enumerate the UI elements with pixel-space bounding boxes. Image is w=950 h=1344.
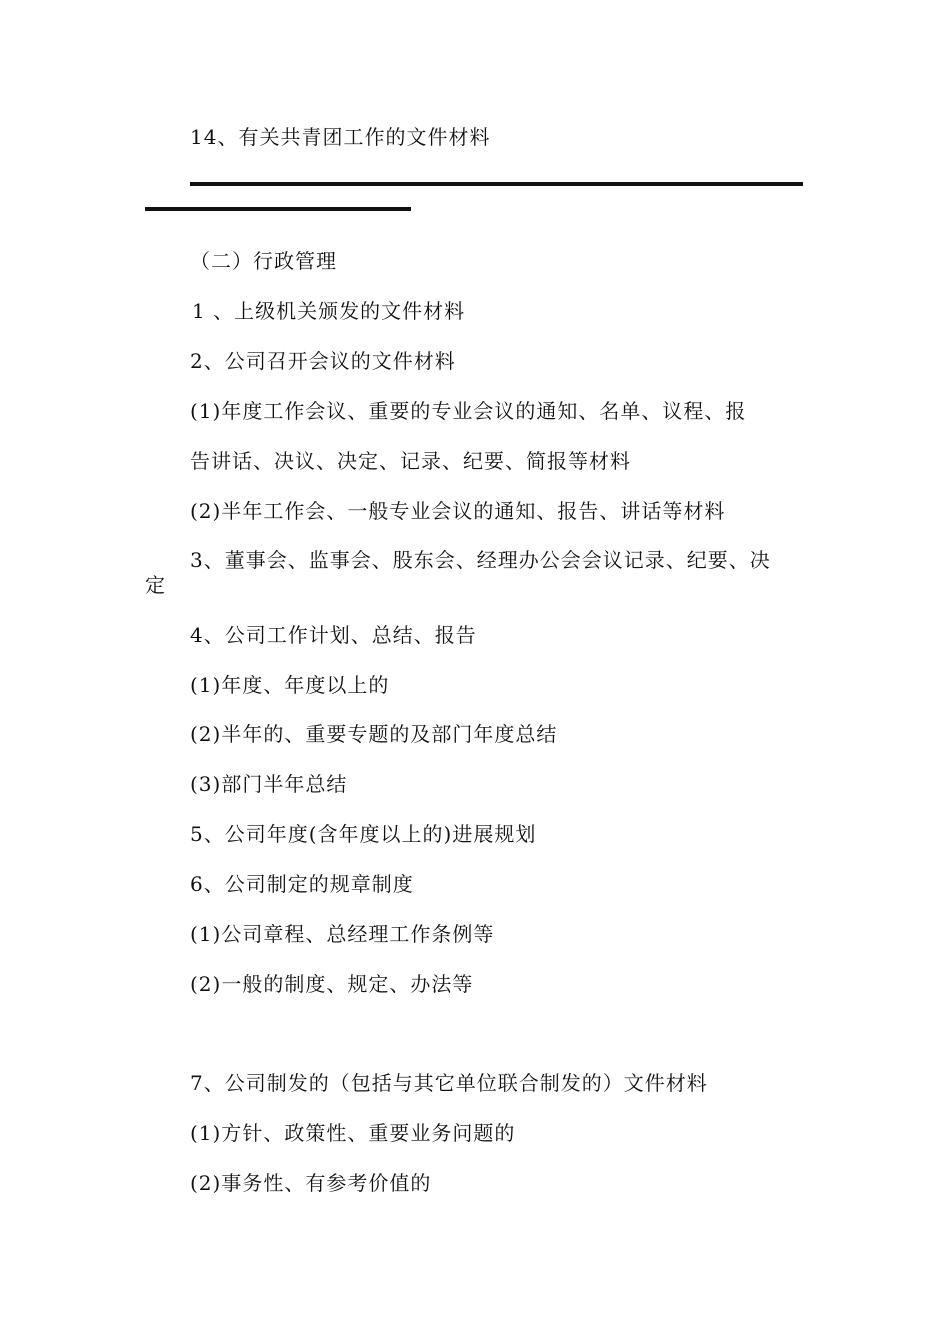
item-3: 3、董事会、监事会、股东会、经理办公会会议记录、纪要、决 [190,548,771,572]
item-5: 5、公司年度(含年度以上的)进展规划 [190,822,537,846]
item-4-sub-3: (3)部门半年总结 [190,772,348,796]
item-14: 14、有关共青团工作的文件材料 [190,125,491,149]
item-7-sub-2: (2)事务性、有参考价值的 [190,1171,432,1195]
item-4-sub-1: (1)年度、年度以上的 [190,673,390,697]
item-7: 7、公司制发的（包括与其它单位联合制发的）文件材料 [190,1071,708,1095]
item-6-sub-1: (1)公司章程、总经理工作条例等 [190,922,495,946]
item-2-sub-1: (1)年度工作会议、重要的专业会议的通知、名单、议程、报 [190,399,747,423]
item-3-continued: 定 [145,573,166,597]
item-2: 2、公司召开会议的文件材料 [190,349,456,373]
item-6: 6、公司制定的规章制度 [190,872,414,896]
item-6-sub-2: (2)一般的制度、规定、办法等 [190,972,474,996]
item-2-sub-2: (2)半年工作会、一般专业会议的通知、报告、讲话等材料 [190,499,726,523]
item-4: 4、公司工作计划、总结、报告 [190,623,477,647]
item-1: 1 、上级机关颁发的文件材料 [192,299,466,323]
item-7-sub-1: (1)方针、政策性、重要业务问题的 [190,1121,516,1145]
section-title: （二）行政管理 [190,249,337,273]
item-2-sub-1-continued: 告讲话、决议、决定、记录、纪要、简报等材料 [190,449,631,473]
fill-in-line-continued [145,207,411,211]
fill-in-line [190,182,803,186]
item-4-sub-2: (2)半年的、重要专题的及部门年度总结 [190,722,558,746]
